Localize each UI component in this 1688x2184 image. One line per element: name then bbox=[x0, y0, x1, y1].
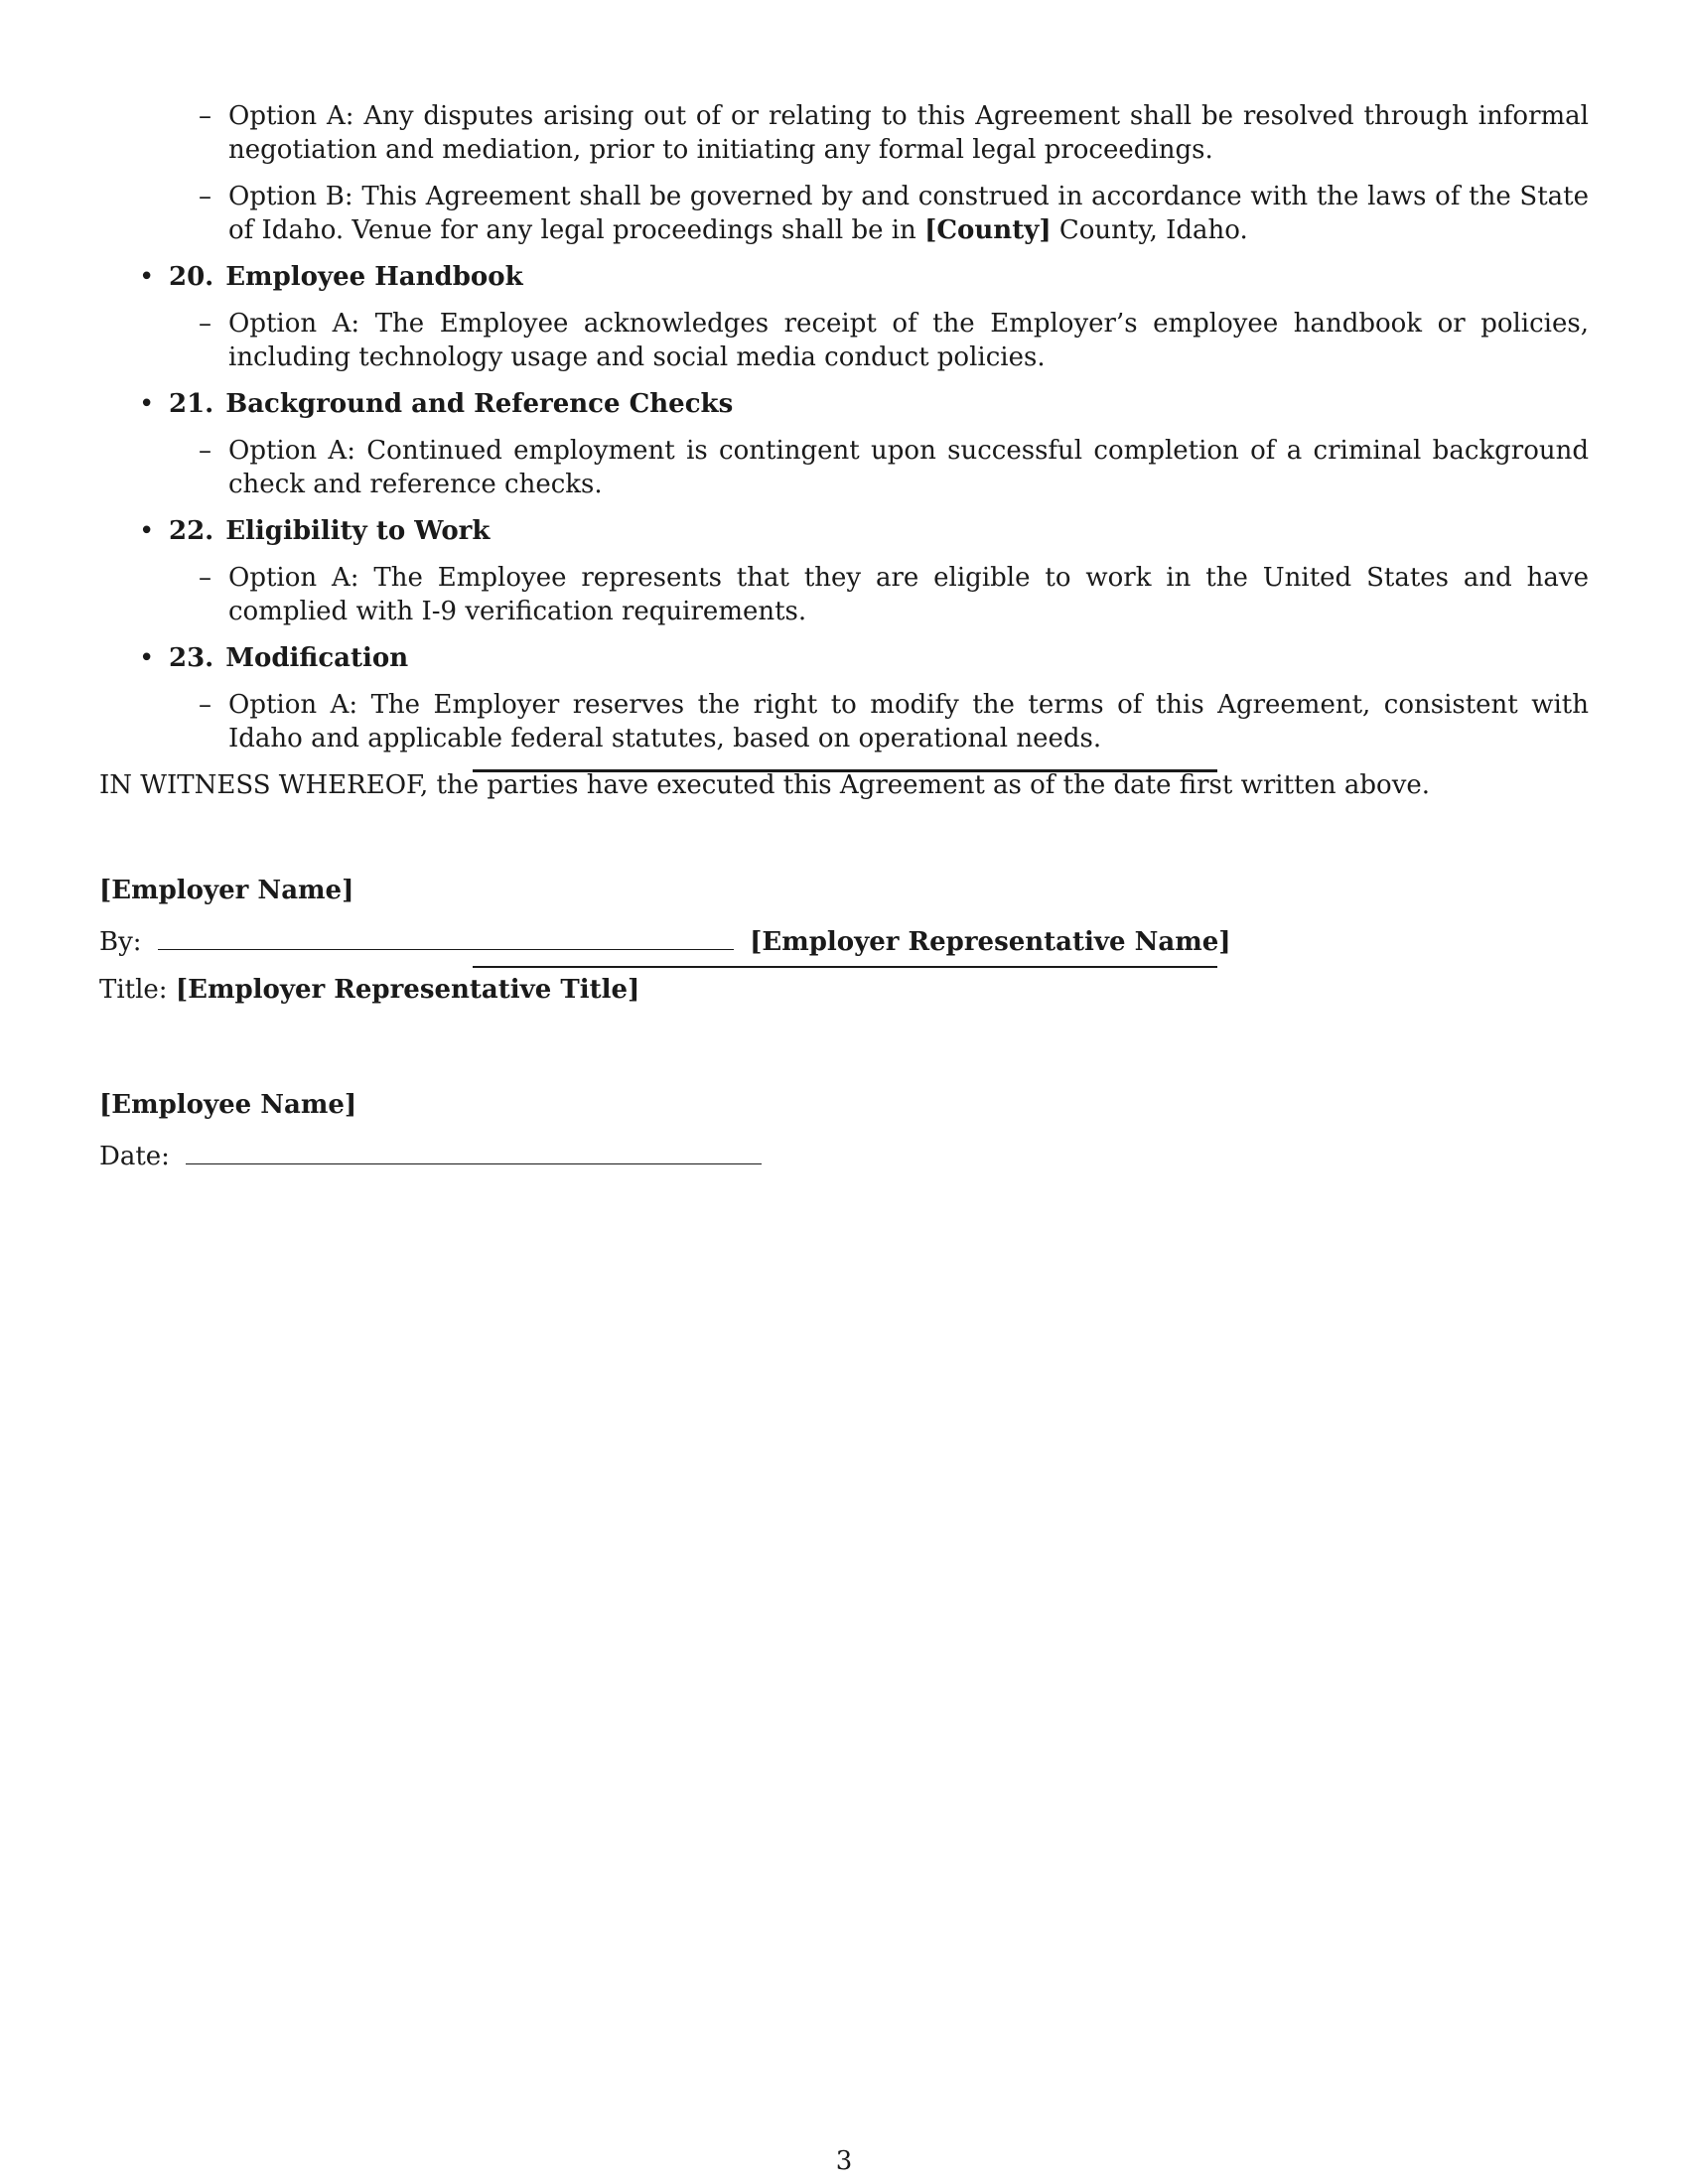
option-text: Option A: The Employer reserves the right to modify the terms of this Agreement, consistent with Idaho and applicable federal statutes, based on operational needs. bbox=[228, 690, 1589, 753]
dash-marker: – bbox=[199, 436, 211, 466]
section-22-heading bbox=[139, 514, 1589, 548]
option-text: Option B: This Agreement shall be governed by and construed in accordance with the laws of the State of Idaho. Venue for any legal proceedings shall be in bbox=[228, 182, 1589, 245]
employer-signature-line[interactable] bbox=[473, 769, 1217, 772]
employee-signature-block bbox=[99, 1088, 762, 1171]
section-number: 22. bbox=[169, 516, 214, 546]
section-22-option-a bbox=[199, 561, 1589, 628]
section-title: Employee Handbook bbox=[225, 262, 523, 292]
dash-marker: – bbox=[199, 563, 211, 593]
title-label: Title: bbox=[99, 975, 168, 1005]
section-19-option-b bbox=[199, 180, 1589, 247]
date-label: Date: bbox=[99, 1142, 170, 1171]
employer-by-row bbox=[99, 923, 1231, 957]
section-23-heading bbox=[139, 641, 1589, 675]
section-title: Modification bbox=[225, 643, 409, 673]
employer-title-row bbox=[99, 973, 1231, 1007]
employer-name: [Employer Name] bbox=[99, 876, 354, 905]
section-23-option-a bbox=[199, 688, 1589, 755]
employer-signature-block bbox=[99, 874, 1231, 1007]
dash-marker: – bbox=[199, 182, 211, 211]
section-number: 20. bbox=[169, 262, 214, 292]
employee-date-row bbox=[99, 1138, 762, 1171]
bullet-marker: • bbox=[139, 262, 155, 292]
document-page bbox=[99, 99, 1589, 802]
employer-by-signature-field[interactable] bbox=[158, 923, 734, 950]
bullet-marker: • bbox=[139, 643, 155, 673]
employer-rep-title: [Employer Representative Title] bbox=[175, 975, 640, 1005]
employee-date-field[interactable] bbox=[186, 1138, 762, 1164]
dash-marker: – bbox=[199, 690, 211, 720]
section-title: Eligibility to Work bbox=[225, 516, 491, 546]
by-label: By: bbox=[99, 927, 142, 957]
option-text: Option A: Continued employment is contingent upon successful completion of a criminal background check and reference checks. bbox=[228, 436, 1589, 499]
dash-marker: – bbox=[199, 309, 211, 339]
employer-rep-name: [Employer Representative Name] bbox=[750, 927, 1231, 957]
county-placeholder: [County] bbox=[924, 215, 1052, 245]
section-number: 21. bbox=[169, 389, 214, 419]
witness-statement: IN WITNESS WHEREOF, the parties have executed this Agreement as of the date first written above. bbox=[99, 770, 1431, 800]
option-text-end: County, Idaho. bbox=[1051, 215, 1248, 245]
employee-name: [Employee Name] bbox=[99, 1090, 357, 1120]
section-20-heading bbox=[139, 260, 1589, 294]
section-19-option-a bbox=[199, 99, 1589, 167]
option-text: Option A: The Employee acknowledges receipt of the Employer’s employee handbook or policies, including technology usage and social media conduct policies. bbox=[228, 309, 1589, 372]
bullet-marker: • bbox=[139, 389, 155, 419]
section-number: 23. bbox=[169, 643, 214, 673]
option-text: Option A: Any disputes arising out of or relating to this Agreement shall be resolved through informal negotiation and mediation, prior to initiating any formal legal proceedings. bbox=[228, 101, 1589, 165]
section-21-heading bbox=[139, 387, 1589, 421]
section-20-option-a bbox=[199, 307, 1589, 374]
bullet-marker: • bbox=[139, 516, 155, 546]
employee-signature-line[interactable] bbox=[473, 966, 1217, 968]
dash-marker: – bbox=[199, 101, 211, 131]
page-number: 3 bbox=[835, 2146, 853, 2176]
section-21-option-a bbox=[199, 434, 1589, 501]
option-text: Option A: The Employee represents that they are eligible to work in the United States and have complied with I-9 verification requirements. bbox=[228, 563, 1589, 626]
section-title: Background and Reference Checks bbox=[225, 389, 734, 419]
